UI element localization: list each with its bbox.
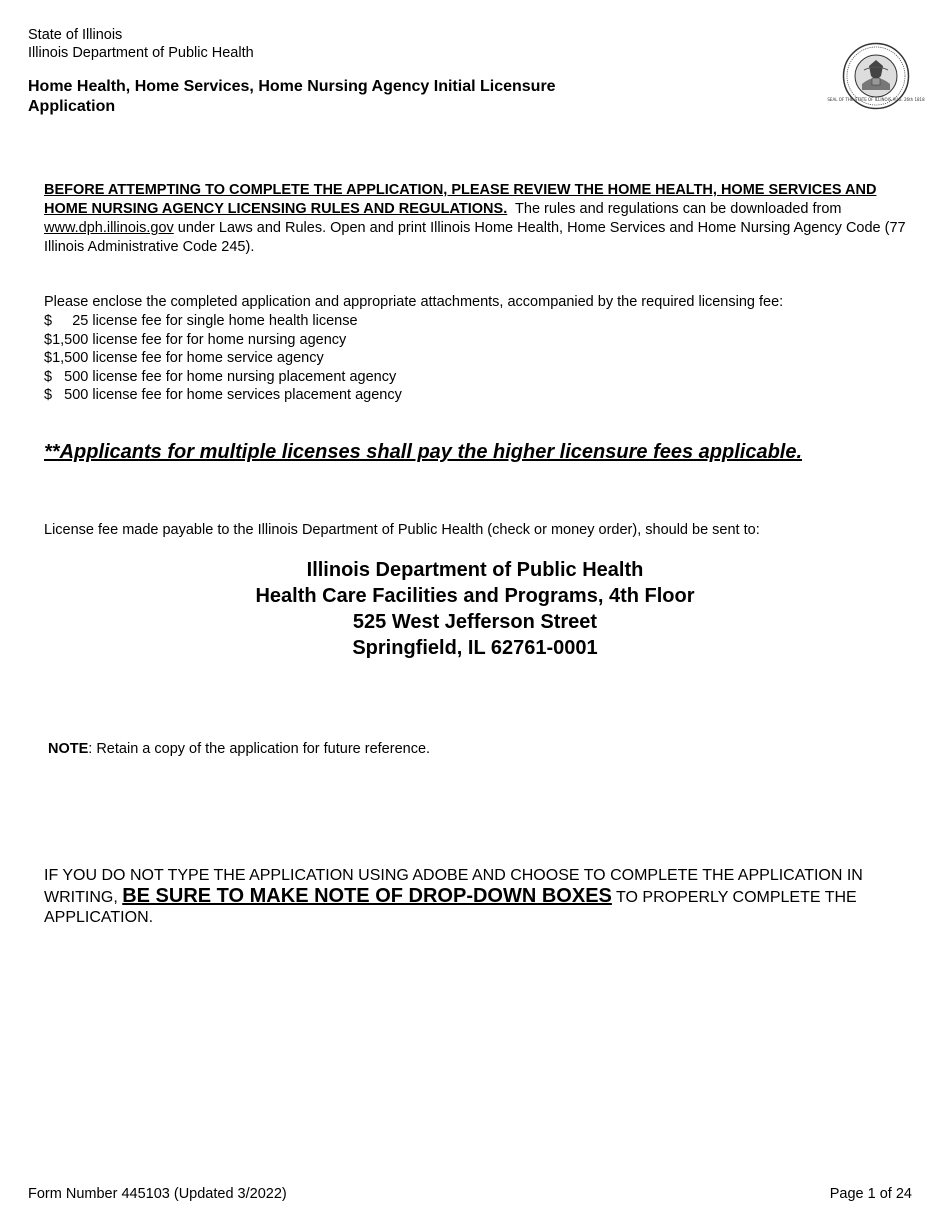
fee-item: $ 500 license fee for home nursing placement agency bbox=[44, 368, 397, 385]
page-number: Page 1 of 24 bbox=[829, 1186, 912, 1202]
fee-list bbox=[44, 312, 402, 405]
state-seal-icon bbox=[827, 42, 925, 110]
note bbox=[48, 740, 430, 759]
writing-notice-text-end: TO PROPERLY COMPLETE THE APPLICATION. bbox=[44, 889, 857, 926]
rules-download-text: The rules and regulations can be downloaded from bbox=[515, 201, 842, 217]
note-label: NOTE bbox=[48, 741, 89, 757]
form-number: Form Number 445103 (Updated 3/2022) bbox=[28, 1186, 287, 1202]
fee-item: $ 25 license fee for single home health license bbox=[44, 313, 358, 329]
drop-down-boxes-emphasis: BE SURE TO MAKE NOTE OF DROP-DOWN BOXES bbox=[122, 885, 612, 907]
writing-notice bbox=[44, 866, 924, 928]
fee-item: $1,500 license fee for home service agency bbox=[44, 350, 324, 367]
address-line: Illinois Department of Public Health bbox=[306, 559, 644, 581]
writing-notice-text: IF YOU DO NOT TYPE THE APPLICATION USING ADOBE AND CHOOSE TO COMPLETE THE APPLICATION IN WRITING, bbox=[44, 867, 863, 906]
state-name: State of Illinois bbox=[28, 27, 123, 43]
address-line: Health Care Facilities and Programs, 4th Floor bbox=[255, 585, 695, 607]
mailing-address bbox=[0, 557, 950, 661]
rules-continued-text: under Laws and Rules. Open and print Illinois Home Health, Home Services and Home Nursing Agency Code (77 Illinois Administrative Code 245). bbox=[44, 220, 906, 255]
address-line: Springfield, IL 62761-0001 bbox=[352, 637, 598, 659]
dph-website-link[interactable]: www.dph.illinois.gov bbox=[44, 220, 174, 236]
multiple-licenses-notice: **Applicants for multiple licenses shall pay the higher licensure fees applicable. bbox=[44, 441, 803, 463]
fee-item: $ 500 license fee for home services placement agency bbox=[44, 387, 402, 404]
seal-text: SEAL OF THE STATE OF ILLINOIS AUG. 26th 1818 bbox=[827, 97, 925, 102]
review-rules-notice: BEFORE ATTEMPTING TO COMPLETE THE APPLICATION, PLEASE REVIEW THE HOME HEALTH, HOME SERVICES AND HOME NURSING AGENCY LICENSING RULES AND REGULATIONS. bbox=[44, 182, 877, 217]
note-text: : Retain a copy of the application for future reference. bbox=[88, 741, 431, 757]
department-name: Illinois Department of Public Health bbox=[28, 45, 254, 61]
fee-item: $1,500 license fee for for home nursing agency bbox=[44, 331, 347, 348]
fees-intro: Please enclose the completed application and appropriate attachments, accompanied by the required licensing fee: bbox=[44, 294, 784, 310]
payable-instructions: License fee made payable to the Illinois Department of Public Health (check or money order), should be sent to: bbox=[44, 522, 760, 538]
page-title: Home Health, Home Services, Home Nursing Agency Initial Licensure Application bbox=[28, 78, 556, 115]
intro-paragraph bbox=[44, 181, 910, 257]
address-line: 525 West Jefferson Street bbox=[352, 611, 598, 633]
